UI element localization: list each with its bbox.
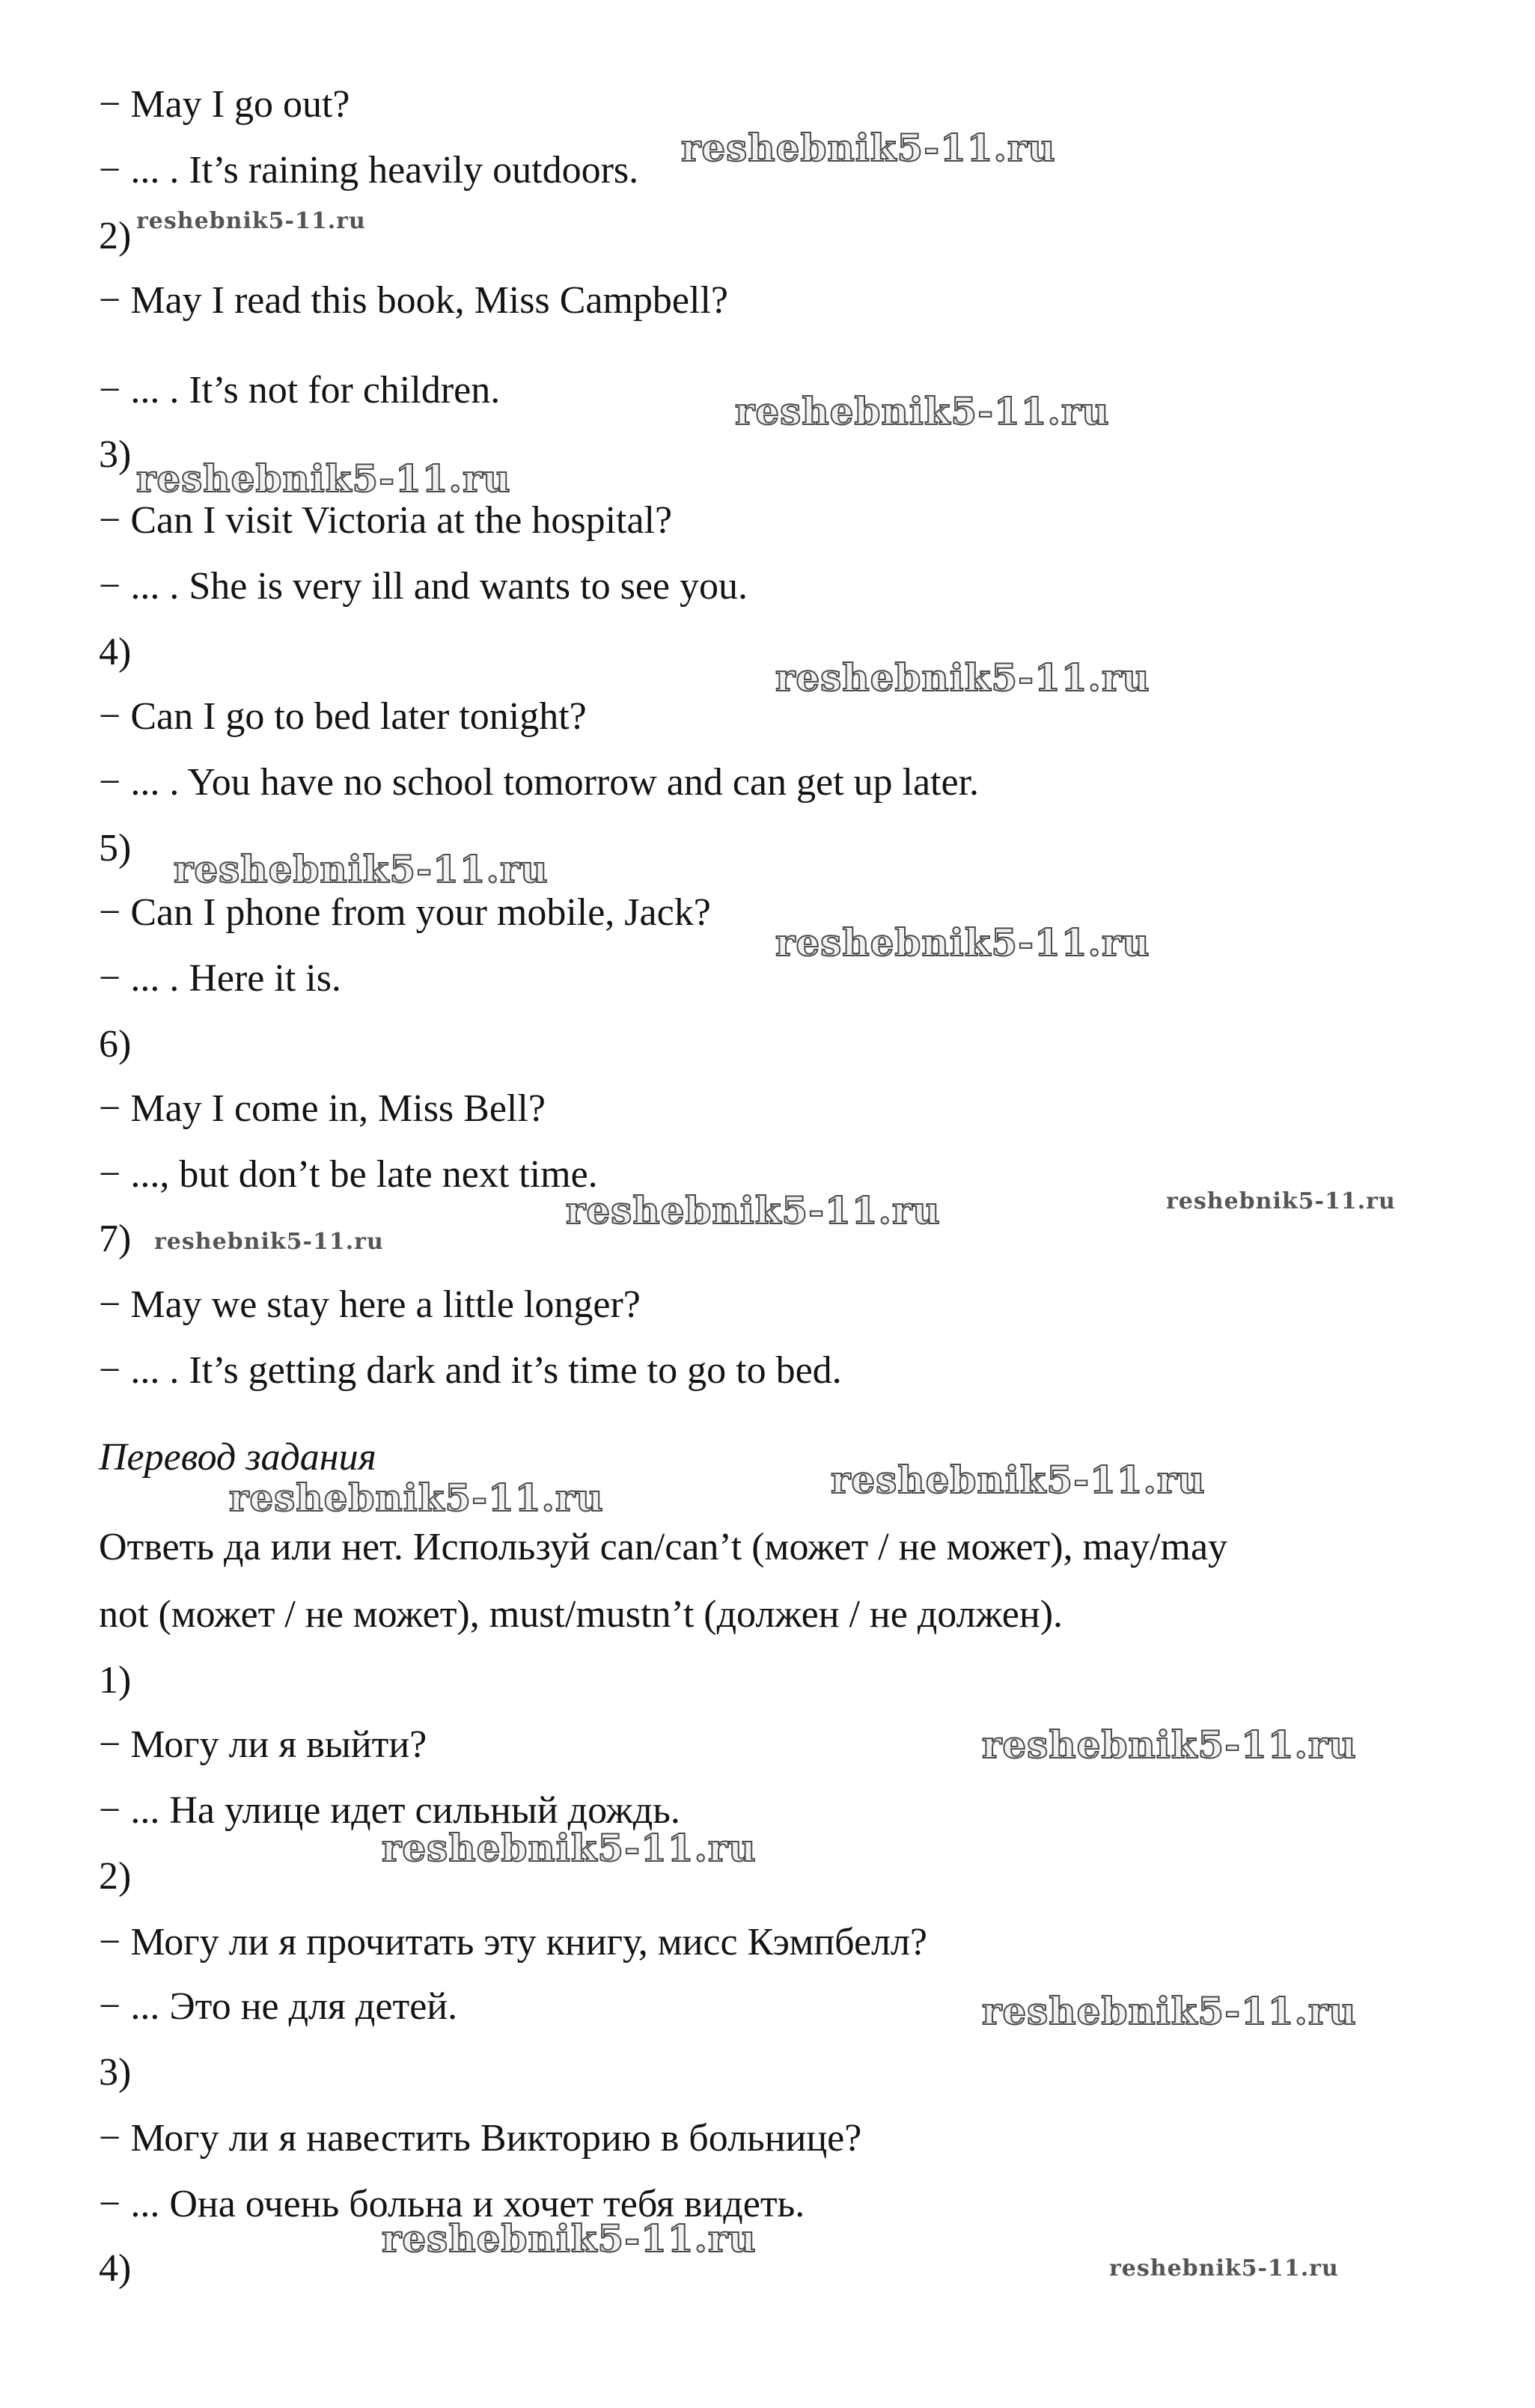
text-line: − ... . It’s raining heavily outdoors.: [99, 149, 639, 192]
text-line: − ... На улице идет сильный дождь.: [99, 1789, 680, 1832]
watermark: reshebnik5-11.ru: [681, 126, 1056, 170]
item-number: 4): [99, 631, 132, 673]
watermark: reshebnik5-11.ru: [1166, 1188, 1396, 1214]
item-number: 7): [99, 1217, 132, 1260]
item-number: 3): [99, 433, 132, 476]
text-line: − May I read this book, Miss Campbell?: [99, 279, 728, 322]
watermark: reshebnik5-11.ru: [831, 1458, 1206, 1502]
watermark: reshebnik5-11.ru: [154, 1229, 384, 1255]
text-line: − Могу ли я прочитать эту книгу, мисс Кэмпбелл?: [99, 1921, 928, 1964]
text-line: − ... . She is very ill and wants to see you.: [99, 565, 748, 608]
watermark: reshebnik5-11.ru: [1109, 2255, 1339, 2282]
text-line: − ... Она очень больна и хочет тебя видеть.: [99, 2183, 805, 2225]
item-number: 2): [99, 1855, 132, 1898]
item-number: 6): [99, 1023, 132, 1066]
text-line: − Can I go to bed later tonight?: [99, 695, 587, 738]
watermark: reshebnik5-11.ru: [982, 1989, 1357, 2033]
text-line: − May I come in, Miss Bell?: [99, 1087, 546, 1130]
watermark: reshebnik5-11.ru: [982, 1723, 1357, 1767]
text-line: − May we stay here a little longer?: [99, 1283, 641, 1326]
text-line: not (может / не может), must/mustn’t (должен / не должен).: [99, 1593, 1063, 1636]
item-number: 5): [99, 827, 132, 870]
text-line: − ... . You have no school tomorrow and can get up later.: [99, 761, 980, 804]
item-number: 4): [99, 2247, 132, 2290]
text-line: − ... Это не для детей.: [99, 1985, 458, 2028]
watermark: reshebnik5-11.ru: [136, 208, 366, 234]
text-line: − ... . It’s not for children.: [99, 369, 501, 412]
watermark: reshebnik5-11.ru: [775, 656, 1150, 700]
text-line: − ... . It’s getting dark and it’s time to go to bed.: [99, 1349, 842, 1392]
text-line: − ..., but don’t be late next time.: [99, 1153, 598, 1196]
text-line: − Могу ли я навестить Викторию в больнице?: [99, 2117, 862, 2160]
watermark: reshebnik5-11.ru: [735, 389, 1110, 433]
watermark: reshebnik5-11.ru: [382, 2216, 757, 2261]
item-number: 3): [99, 2051, 132, 2094]
item-number: 1): [99, 1659, 132, 1702]
text-line: − Can I phone from your mobile, Jack?: [99, 891, 711, 934]
watermark: reshebnik5-11.ru: [136, 456, 511, 501]
text-line: − ... . Here it is.: [99, 957, 341, 1000]
text-line: − Can I visit Victoria at the hospital?: [99, 499, 673, 542]
text-line: Ответь да или нет. Используй can/can’t (может / не может), may/may: [99, 1526, 1228, 1568]
watermark: reshebnik5-11.ru: [382, 1826, 757, 1870]
watermark: reshebnik5-11.ru: [229, 1476, 604, 1520]
item-number: 2): [99, 215, 132, 257]
watermark: reshebnik5-11.ru: [566, 1188, 941, 1232]
text-line: − Могу ли я выйти?: [99, 1723, 427, 1766]
text-line: − May I go out?: [99, 83, 350, 126]
watermark: reshebnik5-11.ru: [174, 847, 549, 891]
watermark: reshebnik5-11.ru: [775, 920, 1150, 965]
section-heading: Перевод задания: [99, 1436, 376, 1479]
